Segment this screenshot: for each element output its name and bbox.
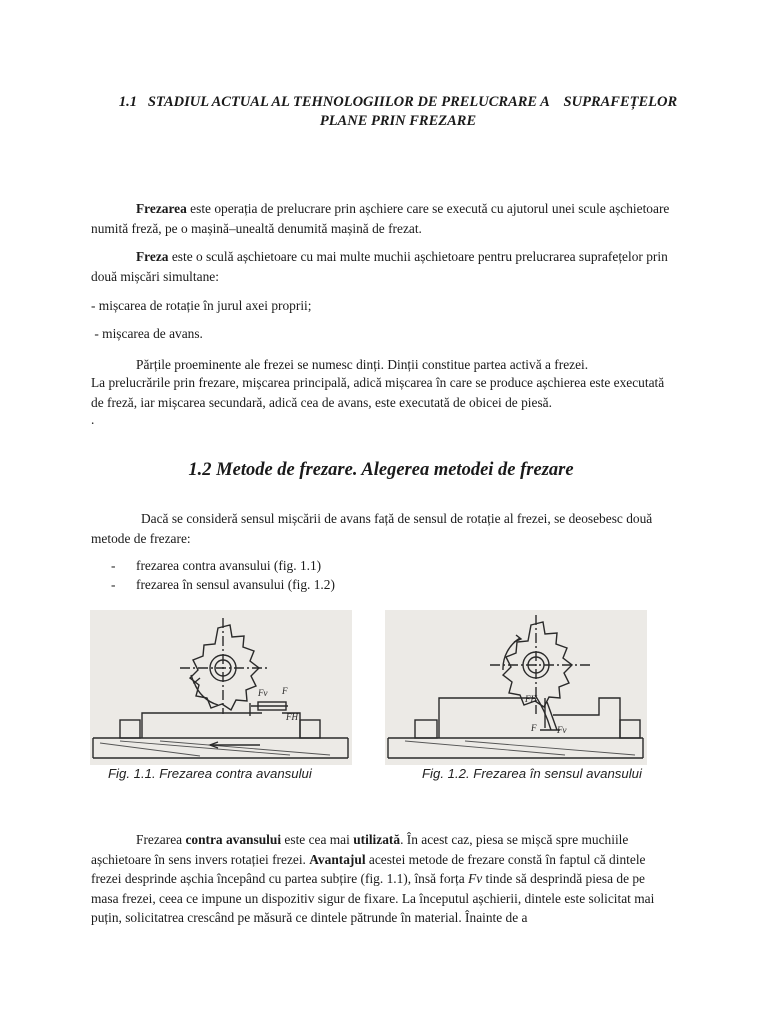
milling-diagram-1 [90,610,352,765]
label-f: F [531,723,537,733]
figure-1-2-caption: Fig. 1.2. Frezarea în sensul avansului [422,766,642,781]
milling-diagram-2 [385,610,647,765]
figure-1-2-milling-with-feed [385,610,647,765]
paragraph-freza [91,247,671,286]
section-title [88,93,708,131]
paragraph-frezarea [91,199,671,238]
paragraph-miscari: La prelucrările prin frezare, mișcarea principală, adică mișcarea în care se produce așchierea este executată de freză, iar mișcarea secundară, adică cea de avans, este executată de obicei de piesă. [91,375,665,410]
list-item-avans: - mișcarea de avans. [91,326,203,341]
section-title-line2: PLANE PRIN FREZARE [319,113,477,129]
methods-list [111,557,335,594]
term-freza: Freza [136,249,169,264]
section-title-line1: 1.1 STADIUL ACTUAL AL TEHNOLOGIILOR DE PRELUCRARE A SUPRAFEȚELOR [118,94,678,110]
label-fh: FH [525,694,537,704]
list-item: - frezarea contra avansului (fig. 1.1) [111,558,322,573]
term-frezarea: Frezarea [136,201,187,216]
trailing-dot: . [91,412,95,427]
label-fv: Fv [258,688,268,698]
paragraph-text: este o sculă așchietoare cu mai multe muchii așchietoare pentru prelucrarea suprafețelor prin două mișcări simultane: [91,249,668,284]
paragraph-text: este operația de prelucrare prin așchiere care se execută cu ajutorul unei scule așchietoare numită freză, pe o mașină–unealtă denumită mașină de frezat. [91,201,670,236]
list-item-rotatie: - mișcarea de rotație în jurul axei proprii; [91,298,312,313]
figure-1-1-caption: Fig. 1.1. Frezarea contra avansului [108,766,312,781]
label-fv: Fv [557,725,567,735]
heading-metode-frezare: 1.2 Metode de frezare. Alegerea metodei de frezare [188,460,574,480]
paragraph-metode: Dacă se consideră sensul mișcării de avans față de sensul de rotație al frezei, se deosebesc două metode de frezare: [91,511,653,546]
label-fh: FH [286,712,298,722]
figure-1-1-milling-against-feed [90,610,352,765]
paragraph-contra-avansului: Frezarea contra avansului este cea mai utilizată. În acest caz, piesa se mișcă spre muchiile așchietoare în sens invers rotației frezei. Avantajul acestei metode de frezare constă în faptul că dintele frezei desprinde așchia începând cu partea subțire (fig. 1.1), însă forța Fv tinde să desprindă piesa de pe masa frezei, ceea ce impune un dispozitiv sigur de fixare. La începutul așchierii, dintele este solicitat mai puțin, solicitatrea crescând pe măsură ce dintele pătrunde în material. Înainte de a [91,832,655,925]
list-item: - frezarea în sensul avansului (fig. 1.2) [111,576,335,592]
paragraph-dinti: Părțile proeminente ale frezei se numesc dinți. Dinții constitue partea activă a frezei. [136,357,589,372]
label-f: F [282,686,288,696]
